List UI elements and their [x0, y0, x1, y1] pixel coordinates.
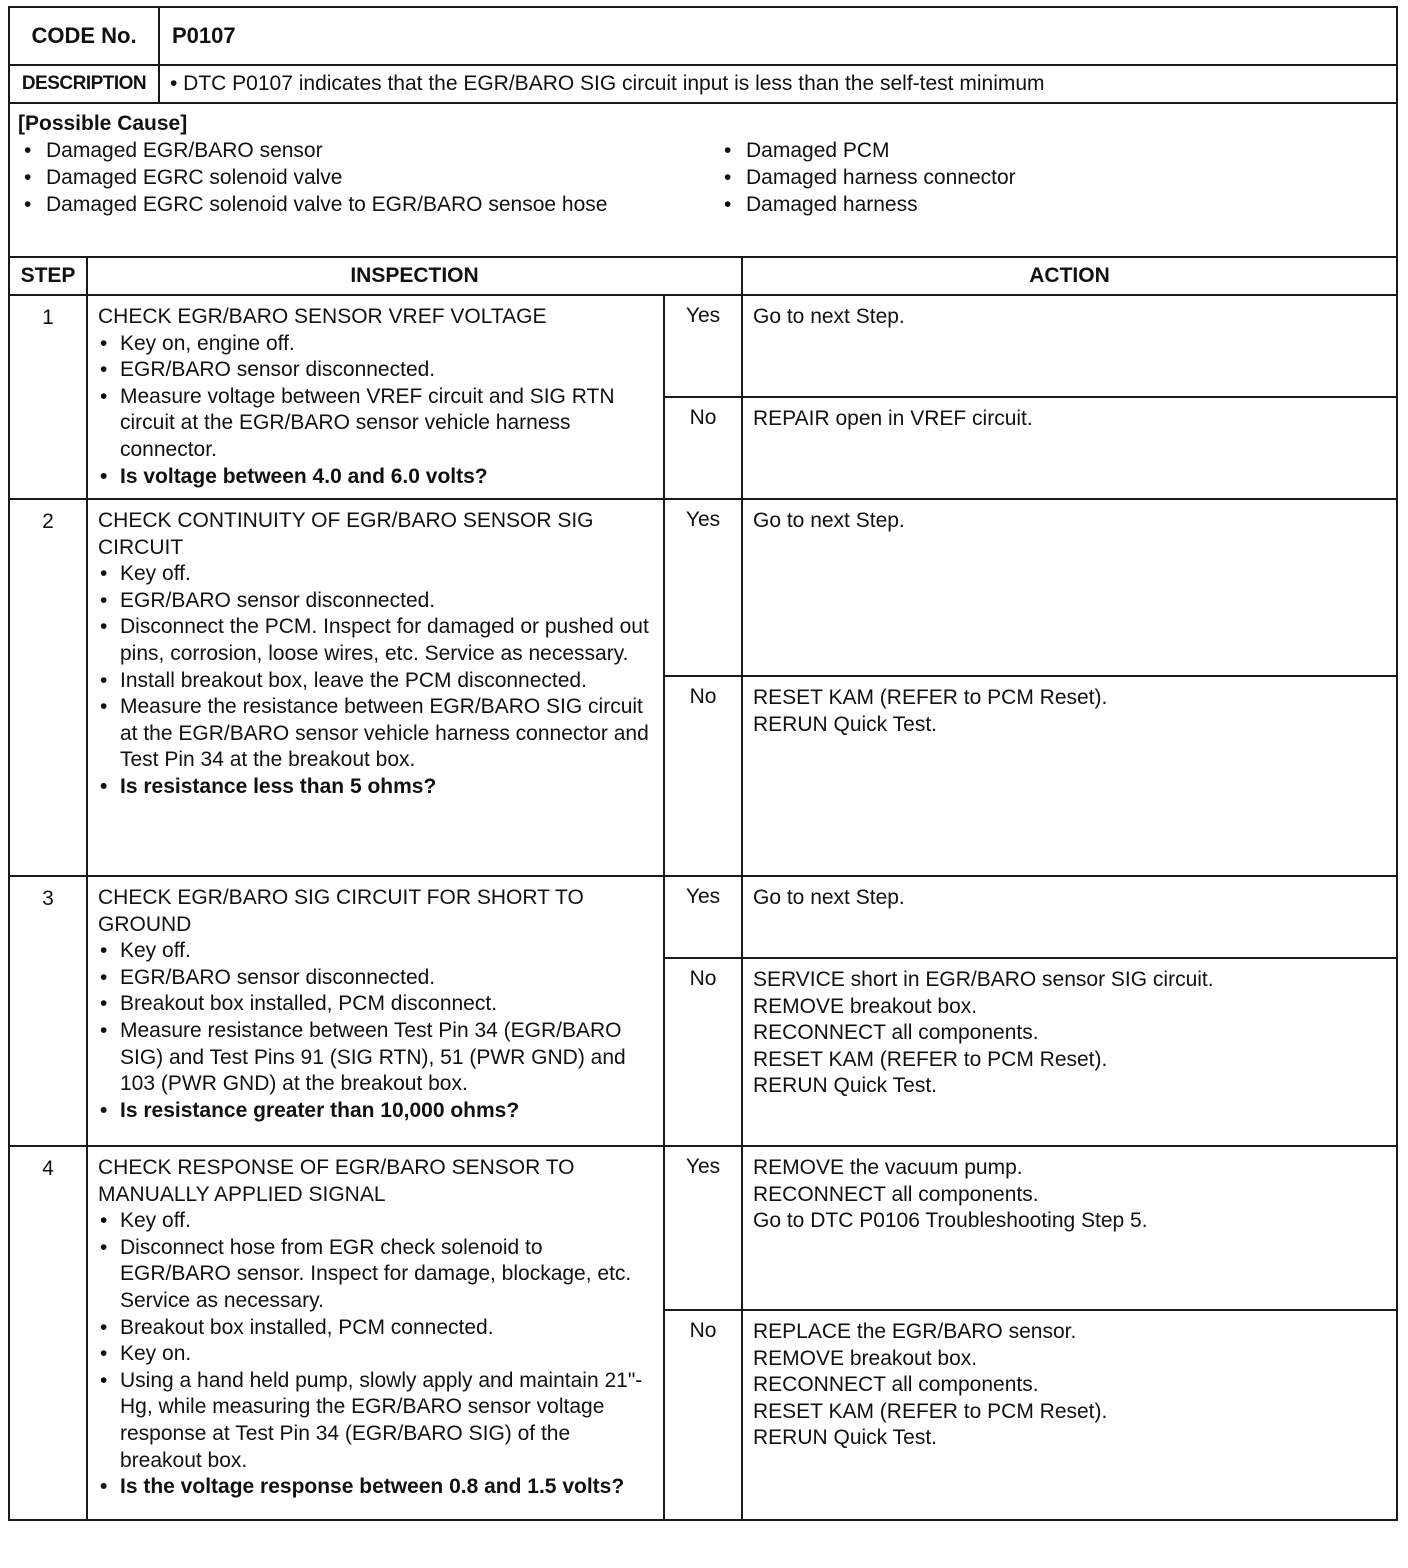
step-2-yes-row — [9, 499, 1397, 676]
cause-item: • Damaged EGRC solenoid valve — [18, 164, 718, 191]
cause-list-left — [18, 137, 718, 218]
action-line: RECONNECT all components. — [753, 1182, 1039, 1206]
step-item: • Measure resistance between Test Pin 34 (EGR/BARO SIG) and Test Pins 91 (SIG RTN), 51 (PWR GND) and 103 (PWR GND) at the breakout box. — [98, 1018, 653, 1098]
yes-label: Yes — [664, 499, 742, 676]
possible-cause-title: [Possible Cause] — [18, 112, 188, 135]
description-text: • DTC P0107 indicates that the EGR/BARO SIG circuit input is less than the self-test minimum — [159, 65, 1397, 103]
inspection-column-header: INSPECTION — [87, 257, 742, 295]
step-4-yes-row — [9, 1146, 1397, 1310]
action-line: RECONNECT all components. — [753, 1373, 1039, 1397]
step-question: • Is resistance less than 5 ohms? — [98, 774, 653, 801]
step-number: 2 — [9, 499, 87, 876]
step-item: • Breakout box installed, PCM connected. — [98, 1315, 653, 1342]
step-item: • Key off. — [98, 561, 653, 588]
no-label: No — [664, 676, 742, 876]
code-label: CODE No. — [9, 7, 159, 65]
step-title: CHECK RESPONSE OF EGR/BARO SENSOR TO MANUALLY APPLIED SIGNAL — [98, 1156, 575, 1206]
possible-cause-cell — [9, 103, 1397, 257]
action-column-header: ACTION — [742, 257, 1397, 295]
action-line: RECONNECT all components. — [753, 1021, 1039, 1045]
step-question: • Is resistance greater than 10,000 ohms? — [98, 1098, 653, 1125]
step-number: 1 — [9, 295, 87, 499]
step-item: • EGR/BARO sensor disconnected. — [98, 965, 653, 992]
cause-list-right — [718, 137, 1388, 218]
action-line: Go to next Step. — [753, 305, 905, 328]
step-title: CHECK CONTINUITY OF EGR/BARO SENSOR SIG CIRCUIT — [98, 509, 594, 559]
no-label: No — [664, 397, 742, 499]
yes-label: Yes — [664, 876, 742, 958]
step-inspection — [87, 295, 664, 499]
no-label: No — [664, 958, 742, 1146]
step-item: • EGR/BARO sensor disconnected. — [98, 357, 653, 384]
yes-action — [742, 499, 1397, 676]
action-line: RESET KAM (REFER to PCM Reset). — [753, 1399, 1108, 1423]
step-number: 3 — [9, 876, 87, 1146]
diagnostic-sheet — [8, 6, 1396, 1558]
step-inspection — [87, 499, 664, 876]
step-item: • Install breakout box, leave the PCM disconnected. — [98, 668, 653, 695]
step-3-yes-row — [9, 876, 1397, 958]
step-item: • Measure the resistance between EGR/BARO SIG circuit at the EGR/BARO sensor vehicle harness connector and Test Pin 34 at the breakout box. — [98, 694, 653, 774]
action-line: REPLACE the EGR/BARO sensor. — [753, 1320, 1077, 1343]
description-row — [9, 65, 1397, 103]
action-line: RESET KAM (REFER to PCM Reset). — [753, 686, 1108, 709]
step-item: • Disconnect the PCM. Inspect for damaged or pushed out pins, corrosion, loose wires, etc. Service as necessary. — [98, 614, 653, 667]
step-item: • EGR/BARO sensor disconnected. — [98, 588, 653, 615]
action-line: RESET KAM (REFER to PCM Reset). — [753, 1047, 1108, 1071]
column-header-row — [9, 257, 1397, 295]
cause-item: • Damaged harness — [718, 191, 1388, 218]
step-1-yes-row — [9, 295, 1397, 397]
yes-label: Yes — [664, 295, 742, 397]
no-label: No — [664, 1310, 742, 1520]
step-title: CHECK EGR/BARO SENSOR VREF VOLTAGE — [98, 305, 547, 328]
code-value: P0107 — [159, 7, 1397, 65]
step-title: CHECK EGR/BARO SIG CIRCUIT FOR SHORT TO GROUND — [98, 886, 584, 936]
step-item: • Disconnect hose from EGR check solenoid to EGR/BARO sensor. Inspect for damage, blockage, etc. Service as necessary. — [98, 1235, 653, 1315]
step-item: • Key off. — [98, 1208, 653, 1235]
action-line: Go to DTC P0106 Troubleshooting Step 5. — [753, 1209, 1148, 1233]
yes-action — [742, 295, 1397, 397]
action-line: RERUN Quick Test. — [753, 1074, 937, 1098]
code-row — [9, 7, 1397, 65]
step-column-header: STEP — [9, 257, 87, 295]
step-inspection — [87, 876, 664, 1146]
action-line: RERUN Quick Test. — [753, 712, 937, 736]
step-number: 4 — [9, 1146, 87, 1520]
action-line: REMOVE the vacuum pump. — [753, 1156, 1023, 1179]
action-line: Go to next Step. — [753, 886, 905, 909]
action-line: Go to next Step. — [753, 509, 905, 532]
cause-item: • Damaged PCM — [718, 137, 1388, 164]
step-item: • Key on, engine off. — [98, 331, 653, 358]
diagnostic-table — [8, 6, 1398, 1521]
no-action — [742, 1310, 1397, 1520]
no-action — [742, 397, 1397, 499]
cause-item: • Damaged EGR/BARO sensor — [18, 137, 718, 164]
action-line: SERVICE short in EGR/BARO sensor SIG circuit. — [753, 968, 1214, 991]
cause-item: • Damaged harness connector — [718, 164, 1388, 191]
step-inspection — [87, 1146, 664, 1520]
yes-action — [742, 876, 1397, 958]
yes-action — [742, 1146, 1397, 1310]
step-item: • Key off. — [98, 938, 653, 965]
step-question: • Is the voltage response between 0.8 and 1.5 volts? — [98, 1474, 653, 1501]
step-item: • Using a hand held pump, slowly apply and maintain 21"-Hg, while measuring the EGR/BARO sensor voltage response at Test Pin 34 (EGR/BARO SIG) of the breakout box. — [98, 1368, 653, 1474]
step-item: • Measure voltage between VREF circuit and SIG RTN circuit at the EGR/BARO sensor vehicle harness connector. — [98, 384, 653, 464]
step-question: • Is voltage between 4.0 and 6.0 volts? — [98, 464, 653, 491]
action-line: REMOVE breakout box. — [753, 994, 978, 1018]
no-action — [742, 958, 1397, 1146]
step-item: • Breakout box installed, PCM disconnect. — [98, 991, 653, 1018]
yes-label: Yes — [664, 1146, 742, 1310]
action-line: REPAIR open in VREF circuit. — [753, 407, 1033, 430]
cause-item: • Damaged EGRC solenoid valve to EGR/BARO sensoe hose — [18, 191, 646, 218]
action-line: REMOVE breakout box. — [753, 1346, 978, 1370]
description-label: DESCRIPTION — [9, 65, 159, 103]
no-action — [742, 676, 1397, 876]
step-item: • Key on. — [98, 1341, 653, 1368]
possible-cause-row — [9, 103, 1397, 257]
action-line: RERUN Quick Test. — [753, 1426, 937, 1450]
